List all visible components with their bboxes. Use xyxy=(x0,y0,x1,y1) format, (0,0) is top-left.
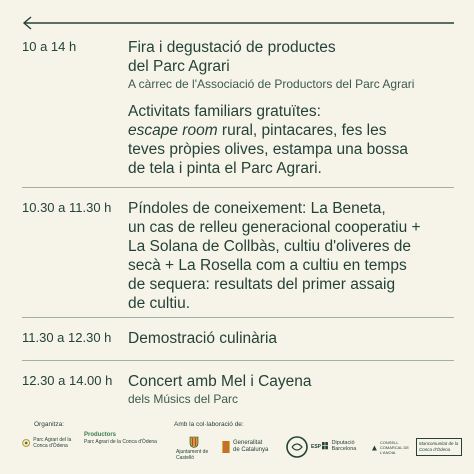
consell-comarcal-logo xyxy=(372,440,412,455)
back-arrow-icon[interactable] xyxy=(22,15,454,31)
divider xyxy=(22,317,454,318)
divider xyxy=(22,360,454,361)
event-title-line: Píndoles de coneixement: La Beneta, xyxy=(128,200,386,217)
event-title-line: secà + La Rosella com a cultiu en temps xyxy=(128,257,407,274)
event-title-line: de sequera: resultats del primer assaig xyxy=(128,276,396,293)
mancomunitat-text: Mancomunitat de la Conca d'Òdena xyxy=(419,441,459,452)
event-title-line: Concert amb Mel i Cayena xyxy=(128,373,312,390)
divider xyxy=(22,187,454,188)
event-subtitle: A càrrec de l'Associació de Productors del Parc Agrari xyxy=(128,77,415,91)
esp-icon xyxy=(286,436,308,458)
consell-comarcal-text: CONSELL COMARCAL DE L'ANOIA xyxy=(379,440,410,455)
event-title-line: Fira i degustació de productes xyxy=(128,39,336,56)
event-description xyxy=(128,38,458,178)
generalitat-line2: de Catalunya xyxy=(233,447,269,453)
activities-line: teves pròpies olives, estampa una bossa xyxy=(128,141,409,158)
time-label: 10.30 a 11.30 h xyxy=(22,200,112,215)
event-title-line: Demostració culinària xyxy=(128,330,278,347)
esp-logo xyxy=(286,436,321,458)
productors-logo xyxy=(84,432,164,445)
productors-text: Parc Agrari de la Conca d'Òdena xyxy=(84,439,157,445)
diputacio-logo xyxy=(322,440,364,452)
event-subtitle: dels Músics del Parc xyxy=(128,392,239,406)
activities-italic: escape room xyxy=(128,122,218,139)
mancomunitat-logo xyxy=(416,438,462,456)
consell-comarcal-icon xyxy=(372,443,377,453)
diputacio-text: Diputació Barcelona xyxy=(331,440,357,452)
event-description xyxy=(128,199,458,313)
activities-title: Activitats familiars gratuïtes: xyxy=(128,103,321,120)
event-title-line: La Solana de Collbàs, cultiu d'oliveres de xyxy=(128,238,411,255)
event-description xyxy=(128,329,458,348)
activities-line xyxy=(128,121,458,140)
ajuntament-logo xyxy=(176,436,212,461)
time-label: 12.30 a 14.00 h xyxy=(22,373,113,388)
parc-agrari-icon xyxy=(22,437,30,449)
time-label: 11.30 a 12.30 h xyxy=(22,330,112,345)
coat-of-arms-icon xyxy=(189,436,199,448)
event-title-line: un cas de relleu generacional cooperatiu + xyxy=(128,219,421,236)
collab-label: Amb la col·laboració de: xyxy=(174,421,244,428)
activities-line: de tela i pinta el Parc Agrari. xyxy=(128,160,322,177)
parc-agrari-logo xyxy=(22,437,84,449)
ajuntament-text: Ajuntament de Castelló xyxy=(176,449,209,461)
esp-text: ESP xyxy=(311,444,322,450)
organitza-label: Organitza: xyxy=(34,421,64,428)
event-description xyxy=(128,372,458,407)
generalitat-line1: Generalitat xyxy=(233,440,263,446)
parc-agrari-text: Parc Agrari del la Conca d'Òdena xyxy=(33,437,72,449)
time-label: 10 a 14 h xyxy=(22,39,77,54)
productors-title: Productors xyxy=(84,432,117,438)
diputacio-icon xyxy=(322,440,329,452)
generalitat-text xyxy=(233,440,268,454)
event-title-line: de cultiu. xyxy=(128,295,191,312)
generalitat-icon xyxy=(222,441,230,453)
event-title-line: del Parc Agrari xyxy=(128,58,230,75)
generalitat-logo xyxy=(222,440,278,454)
activities-line-rest: rural, pintacares, fes les xyxy=(217,122,387,139)
